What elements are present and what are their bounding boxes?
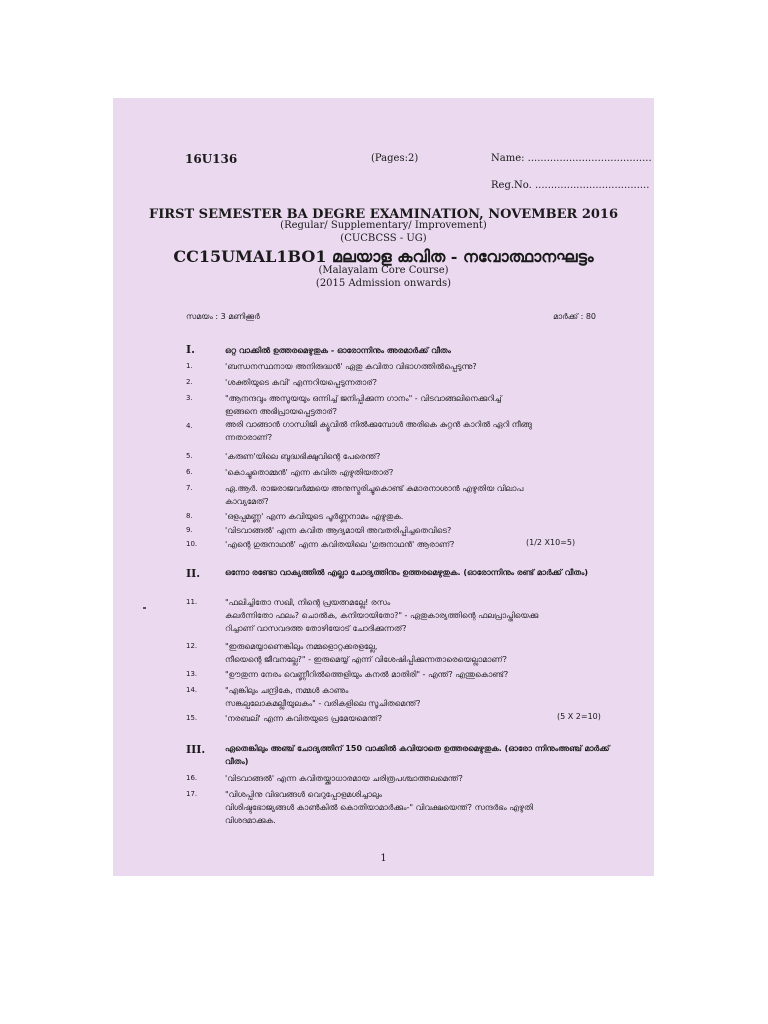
max-marks: മാർക്ക് : 80 — [553, 312, 596, 321]
question-text: "എങ്കിലും ചന്ദ്രികേ, നമ്മൾ കാണും സങ്കല്പലോകമല്ലീയുലകം" - വരികളിലെ സൂചിതമെന്ത്? — [225, 686, 421, 708]
question-number: 1. — [186, 362, 193, 370]
question-text: 'നരബലി' എന്ന കവിതയുടെ പ്രമേയമെന്ത്? — [225, 714, 383, 723]
question-text: 'വിടവാങ്ങൽ' എന്ന കവിതയ്ക്കാധാരമായ ചരിത്രപശ്ചാത്തലമെന്ത്? — [225, 774, 463, 783]
stray-mark — [143, 607, 146, 609]
exam-type: (Regular/ Supplementary/ Improvement) — [280, 220, 487, 231]
question-number: 13. — [186, 670, 198, 678]
question-text: 'കൊച്ചുതൊമ്മൻ' എന്ന കവിത എഴുതിയതാര്? — [225, 468, 394, 477]
question-number: 6. — [186, 468, 193, 476]
question-text: "ആനന്ദവും അസൂയയും ഒന്നിച്ച് ജനിപ്പിക്കുന്ന ഗാനം" - വിടവാങ്ങലിനെക്കുറിച്ച് ഇങ്ങനെ അഭിപ്രായപ്പെട്ടതാര്? — [225, 394, 502, 416]
question-number: 5. — [186, 452, 193, 460]
question-text: അരി വാങ്ങാൻ ഗാന്ധിജി ക്യൂവിൽ നിൽക്കുമ്പോൾ അരികെ കുറ്റൻ കാറിൽ ഏറി നീങ്ങു ന്നതാരാണ്? — [225, 420, 532, 442]
question-number: 8. — [186, 512, 193, 520]
question-text: "ഊതുന്ന നേരം വെണ്ണീറിൽത്തെളിയും കനൽ മാതിരി" - എന്ത്? എന്തുകൊണ്ട്? — [225, 670, 509, 679]
question-text: "ഫലിച്ചിതോ സഖി, നിന്റെ പ്രയത്നമല്ലേ! രസം കലർന്നിതോ ഫലം? ചൊൽക, കനിയായിതോ?" - ഏതുകാര്യത്തിന്റെ ഫലപ്രാപ്തിയെക്കു റിച്ചാണ് വാസവദത്ത തോഴിയോട് ചോദിക്കുന്നത്? — [225, 598, 539, 633]
question-text: "വിശപ്പിനു വിഭവങ്ങൾ വെറുപ്പോളമശിച്ചാലും വിശിഷ്ടഭോജ്യങ്ങൾ കാൺകിൽ കൊതിയാമാർക്കും-" വിവക്ഷയെന്ത്? സന്ദർഭം എഴുതി വിശദമാക്കുക. — [225, 790, 534, 825]
page-number: 1 — [380, 853, 387, 864]
section-heading: ഒന്നോ രണ്ടോ വാക്യത്തിൽ എല്ലാ ചോദ്യത്തിനും ഉത്തരമെഴുതുക. (ഓരോന്നിനും രണ്ട് മാർക്ക് വീതം) — [225, 568, 589, 577]
question-number: 2. — [186, 378, 193, 386]
section-roman: I. — [186, 343, 195, 356]
question-number: 17. — [186, 790, 198, 798]
exam-paper — [113, 98, 654, 876]
page-count: (Pages:2) — [371, 153, 419, 164]
question-text: 'എന്റെ ഗുരുനാഥൻ' എന്ന കവിതയിലെ 'ഗുരുനാഥൻ' ആരാണ്? — [225, 540, 455, 549]
question-number: 16. — [186, 774, 198, 782]
question-text: 'ബന്ധനസ്ഥനായ അനിരുദ്ധൻ' ഏതു കവിതാ വിഭാഗത്തിൽപ്പെടുന്നു? — [225, 362, 477, 371]
question-text: 'വിടവാങ്ങൽ' എന്ന കവിത ആദ്യമായി അവതരിപ്പിച്ചതെവിടെ? — [225, 526, 452, 535]
question-text: 'ഒളപ്പമണ്ണ' എന്ന കവിയുടെ പൂർണ്ണനാമം എഴുതുക. — [225, 512, 404, 521]
question-text: 'ശക്തിയുടെ കവി' എന്നറിയപ്പെടുന്നതാര്? — [225, 378, 377, 387]
section-marks: (5 X 2=10) — [557, 712, 601, 721]
question-number: 15. — [186, 714, 198, 722]
admission: (2015 Admission onwards) — [315, 278, 452, 289]
section-roman: III. — [186, 743, 206, 756]
question-number: 3. — [186, 394, 193, 402]
question-number: 10. — [186, 540, 198, 548]
exam-title: FIRST SEMESTER BA DEGRE EXAMINATION, NOVEMBER 2016 — [148, 207, 619, 222]
question-text: "ഇരുമെയ്യാണെങ്കിലും നമ്മളൊറ്റക്കരളല്ലേ, നീയെന്റെ ജീവനല്ലേ?" - ഇരുമെയ്യ് എന്ന് വിശേഷിപ്പിക്കുന്നതാരെയെല്ലാമാണ്? — [225, 642, 507, 664]
scheme: (CUCBCSS - UG) — [340, 233, 427, 244]
question-number: 9. — [186, 526, 193, 534]
section-roman: II. — [186, 567, 201, 580]
question-number: 7. — [186, 484, 193, 492]
question-number: 12. — [186, 642, 198, 650]
question-text: ഏ.ആർ. രാജരാജവർമ്മയെ അനുസ്മരിച്ചുകൊണ്ട് കുമാരനാശാൻ എഴുതിയ വിലാപ കാവ്യമേത്? — [225, 484, 524, 506]
paper-code: 16U136 — [185, 152, 238, 166]
time-allowed: സമയം : 3 മണിക്കൂർ — [186, 312, 260, 321]
section-heading: ഏതെങ്കിലും അഞ്ച് ചോദ്യത്തിന് 150 വാക്കിൽ കവിയാതെ ഉത്തരമെഴുതുക. (ഓരോ ന്നിനുംഅഞ്ച് മാർക്ക് വീതം) — [225, 744, 610, 766]
course-title: CC15UMAL1BO1 മലയാള കവിത - നവോത്ഥാനഘട്ടം — [173, 247, 594, 266]
section-heading: ഒറ്റ വാക്കിൽ ഉത്തരമെഴുതുക - ഓരോന്നിനും അരമാർക്ക് വീതം — [225, 346, 451, 355]
regno-field: Reg.No. .................................... — [491, 180, 650, 191]
section-marks: (1/2 X10=5) — [526, 538, 576, 547]
question-number: 4. — [186, 422, 193, 430]
question-number: 11. — [186, 598, 198, 606]
name-field: Name: ....................................... — [491, 153, 652, 164]
question-number: 14. — [186, 686, 198, 694]
question-text: 'കരുണ'യിലെ ബുദ്ധഭിക്ഷുവിന്റെ പേരെന്ത്? — [225, 452, 381, 461]
course-type: (Malayalam Core Course) — [318, 265, 449, 276]
